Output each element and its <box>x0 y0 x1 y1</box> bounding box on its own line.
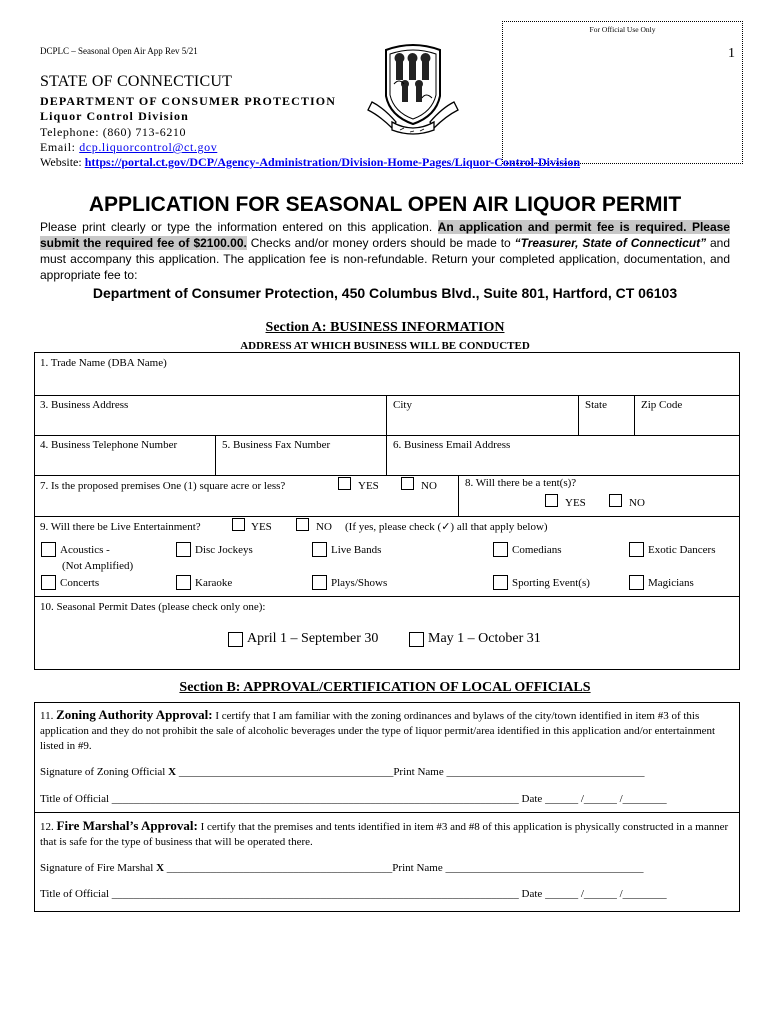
q8-no-label: NO <box>629 497 645 509</box>
state-seal-icon <box>366 38 460 138</box>
concerts-label: Concerts <box>60 577 100 589</box>
application-title: APPLICATION FOR SEASONAL OPEN AIR LIQUOR PERMIT <box>88 193 682 216</box>
q7-yes-checkbox[interactable] <box>338 477 351 490</box>
q9-yes-label: YES <box>251 521 272 533</box>
zoning-number: 11. <box>40 710 57 722</box>
section-a-subtitle: ADDRESS AT WHICH BUSINESS WILL BE CONDUCTED <box>240 340 530 352</box>
april-september-checkbox[interactable] <box>228 632 243 647</box>
q9-no-checkbox[interactable] <box>296 518 309 531</box>
concerts-checkbox[interactable] <box>41 575 56 590</box>
acoustics-label: Acoustics - <box>60 544 110 556</box>
page-number: 1 <box>728 46 735 61</box>
instructions <box>40 219 730 283</box>
live-bands-label: Live Bands <box>331 544 382 556</box>
sporting-events-label: Sporting Event(s) <box>512 577 590 589</box>
fire-marshal-approval-text <box>40 818 736 850</box>
division-name: Liquor Control Division <box>40 109 189 123</box>
question-9-label: 9. Will there be Live Entertainment? <box>40 521 201 533</box>
field-zip-code[interactable]: Zip Code <box>641 399 683 411</box>
question-10-label: 10. Seasonal Permit Dates (please check only one): <box>40 601 266 613</box>
disc-jockeys-label: Disc Jockeys <box>195 544 253 556</box>
official-use-box <box>502 21 743 164</box>
fire-number: 12. <box>40 821 57 833</box>
magicians-label: Magicians <box>648 577 694 589</box>
comedians-label: Comedians <box>512 544 562 556</box>
zoning-x-mark: X <box>168 766 177 778</box>
zoning-title-date-line[interactable]: Title of Official __________________________________________________________________________ Date ______ /______ /________ <box>40 793 667 805</box>
mailing-address: Department of Consumer Protection, 450 Columbus Blvd., Suite 801, Hartford, CT 06103 <box>92 285 678 301</box>
fire-signature-line[interactable] <box>40 861 643 876</box>
zoning-print-name[interactable]: Print Name ____________________________________ <box>393 766 645 778</box>
fire-title-date-line[interactable]: Title of Official __________________________________________________________________________ Date ______ /______ /________ <box>40 888 667 900</box>
email-link[interactable]: dcp.liquorcontrol@ct.gov <box>79 140 218 154</box>
may-october-label: May 1 – October 31 <box>428 631 541 646</box>
not-amplified-label: (Not Amplified) <box>62 560 134 572</box>
field-state[interactable]: State <box>585 399 607 411</box>
state-title: STATE OF CONNECTICUT <box>40 73 233 90</box>
plays-shows-label: Plays/Shows <box>331 577 388 589</box>
sporting-events-checkbox[interactable] <box>493 575 508 590</box>
disc-jockeys-checkbox[interactable] <box>176 542 191 557</box>
q9-note: (If yes, please check (✓) all that apply below) <box>345 521 548 533</box>
intro-text-2: Checks and/or money orders should be made to <box>246 236 515 250</box>
revision-label: DCPLC – Seasonal Open Air App Rev 5/21 <box>40 46 198 56</box>
q7-no-checkbox[interactable] <box>401 477 414 490</box>
exotic-dancers-label: Exotic Dancers <box>648 544 716 556</box>
email-label: Email: <box>40 140 80 154</box>
karaoke-checkbox[interactable] <box>176 575 191 590</box>
field-city[interactable]: City <box>393 399 412 411</box>
fee-highlight: An application and permit fee is required. Please submit the required fee of $2100.00. <box>40 220 730 250</box>
field-business-telephone[interactable]: 4. Business Telephone Number <box>40 439 178 451</box>
website-link[interactable]: https://portal.ct.gov/DCP/Agency-Administration/Division-Home-Pages/Liquor-Control-Division <box>84 155 581 169</box>
live-bands-checkbox[interactable] <box>312 542 327 557</box>
may-october-checkbox[interactable] <box>409 632 424 647</box>
question-7-label: 7. Is the proposed premises One (1) square acre or less? <box>40 480 286 492</box>
website-label: Website: <box>40 155 85 169</box>
field-business-address[interactable]: 3. Business Address <box>40 399 129 411</box>
magicians-checkbox[interactable] <box>629 575 644 590</box>
exotic-dancers-checkbox[interactable] <box>629 542 644 557</box>
q7-yes-label: YES <box>358 480 379 492</box>
department-name: DEPARTMENT OF CONSUMER PROTECTION <box>40 94 337 108</box>
email-line <box>40 140 217 155</box>
karaoke-label: Karaoke <box>195 577 233 589</box>
field-business-email[interactable]: 6. Business Email Address <box>393 439 511 451</box>
field-business-fax[interactable]: 5. Business Fax Number <box>222 439 331 451</box>
zoning-signature-label: Signature of Zoning Official <box>40 766 169 778</box>
april-september-label: April 1 – September 30 <box>247 631 379 646</box>
telephone: Telephone: (860) 713-6210 <box>40 125 187 139</box>
intro-text-3: and must accompany this application. The application fee is non-refundable. Return your completed application, documentation, and appropriate fee to: <box>40 236 731 282</box>
fire-x-mark: X <box>156 862 165 874</box>
q9-yes-checkbox[interactable] <box>232 518 245 531</box>
fire-statement: I certify that the premises and tents identified in item #3 and #8 of this application is physically constructed in a manner that is safe for the type of business that will be operated there. <box>40 821 729 848</box>
fire-signature-blank[interactable]: _________________________________________ <box>164 862 393 874</box>
comedians-checkbox[interactable] <box>493 542 508 557</box>
field-trade-name[interactable]: 1. Trade Name (DBA Name) <box>40 357 167 369</box>
fire-heading: Fire Marshal’s Approval: <box>56 818 198 833</box>
section-b-title: Section B: APPROVAL/CERTIFICATION OF LOCAL OFFICIALS <box>179 680 591 695</box>
zoning-heading: Zoning Authority Approval: <box>56 707 213 722</box>
section-a-title: Section A: BUSINESS INFORMATION <box>265 320 505 335</box>
q9-no-label: NO <box>316 521 332 533</box>
zoning-statement: I certify that I am familiar with the zoning ordinances and bylaws of the city/town identified in item #3 of this application and they do not prohibit the sale of alcoholic beverages under the type of liquor permit/area identified in this application and/or entertainment listed in #9. <box>40 710 716 752</box>
q7-no-label: NO <box>421 480 437 492</box>
fire-signature-label: Signature of Fire Marshal <box>40 862 157 874</box>
fire-print-name[interactable]: Print Name ____________________________________ <box>392 862 644 874</box>
q8-yes-label: YES <box>565 497 586 509</box>
q8-no-checkbox[interactable] <box>609 494 622 507</box>
acoustics-checkbox[interactable] <box>41 542 56 557</box>
intro-text-1: Please print clearly or type the information entered on this application. <box>40 220 438 234</box>
official-use-label: For Official Use Only <box>589 25 656 34</box>
zoning-signature-blank[interactable]: _______________________________________ <box>176 766 394 778</box>
zoning-approval-text <box>40 707 736 754</box>
plays-shows-checkbox[interactable] <box>312 575 327 590</box>
payee: “Treasurer, State of Connecticut” <box>514 236 707 250</box>
zoning-signature-line[interactable] <box>40 765 644 780</box>
q8-yes-checkbox[interactable] <box>545 494 558 507</box>
website-line <box>40 155 580 170</box>
question-8-label: 8. Will there be a tent(s)? <box>465 477 577 489</box>
